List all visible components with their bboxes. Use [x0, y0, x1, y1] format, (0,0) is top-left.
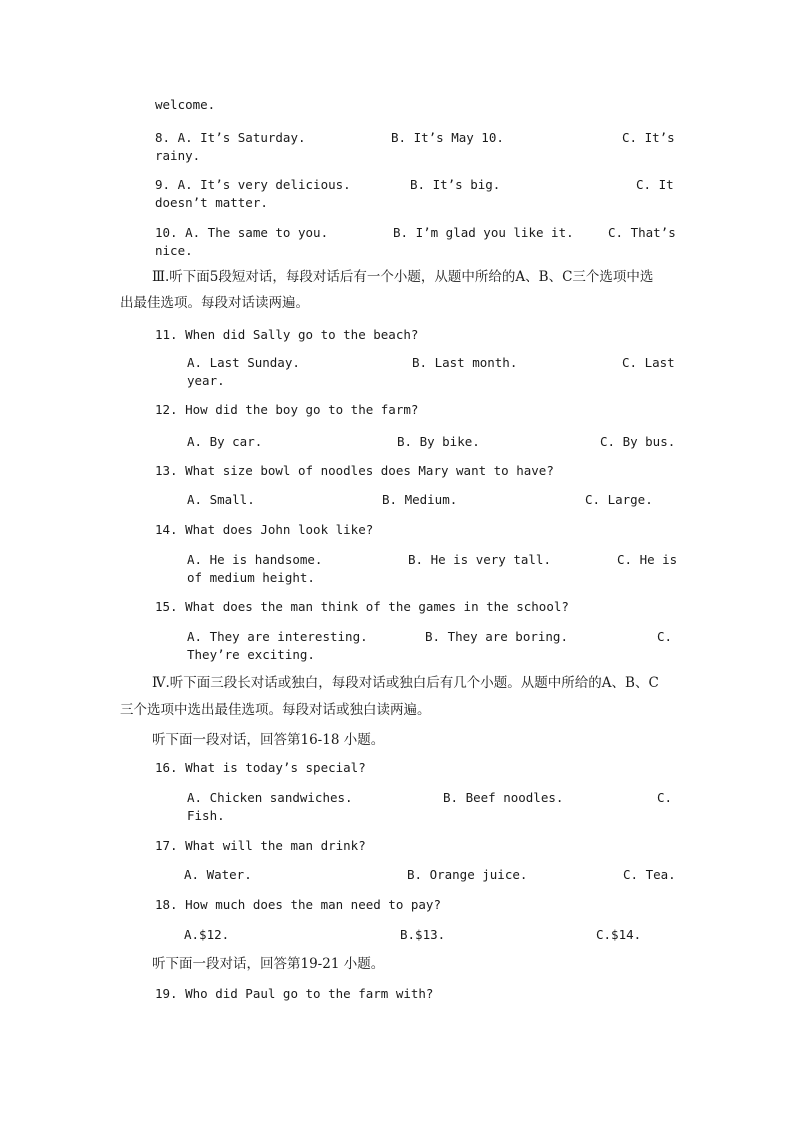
- q14-option-c-cont: of medium height.: [187, 570, 315, 585]
- q16-option-c: C.: [657, 790, 673, 805]
- q9-option-c: C. It: [636, 177, 674, 192]
- section-3-instruction-cont: 出最佳选项。每段对话读两遍。: [120, 295, 309, 311]
- q12-question: 12. How did the boy go to the farm?: [155, 402, 419, 417]
- q15-option-a: A. They are interesting.: [187, 629, 368, 644]
- q8-option-a: 8. A. It’s Saturday.: [155, 130, 306, 145]
- q16-question: 16. What is today’s special?: [155, 760, 366, 775]
- q15-option-c: C.: [657, 629, 673, 644]
- q8-option-c-cont: rainy.: [155, 148, 201, 163]
- q10-option-a: 10. A. The same to you.: [155, 225, 329, 240]
- q11-option-b: B. Last month.: [412, 355, 518, 370]
- q10-option-c: C. That’s: [608, 225, 676, 240]
- q11-option-a: A. Last Sunday.: [187, 355, 300, 370]
- q12-option-c: C. By bus.: [600, 434, 676, 449]
- q15-option-c-cont: They’re exciting.: [187, 647, 315, 662]
- q14-option-b: B. He is very tall.: [408, 552, 551, 567]
- q12-option-a: A. By car.: [187, 434, 263, 449]
- q16-option-a: A. Chicken sandwiches.: [187, 790, 353, 805]
- q18-option-a: A.$12.: [184, 927, 230, 942]
- q13-option-a: A. Small.: [187, 492, 255, 507]
- dialogue-1-intro: 听下面一段对话，回答第16-18 小题。: [152, 732, 385, 748]
- q16-option-b: B. Beef noodles.: [443, 790, 564, 805]
- q9-option-a: 9. A. It’s very delicious.: [155, 177, 351, 192]
- q14-question: 14. What does John look like?: [155, 522, 374, 537]
- section-4-instruction: Ⅳ.听下面三段长对话或独白，每段对话或独白后有几个小题。从题中所给的A、B、C: [152, 675, 659, 691]
- q9-option-c-cont: doesn’t matter.: [155, 195, 268, 210]
- q11-question: 11. When did Sally go to the beach?: [155, 327, 419, 342]
- q8-option-b: B. It’s May 10.: [391, 130, 504, 145]
- q14-option-a: A. He is handsome.: [187, 552, 323, 567]
- q16-option-c-cont: Fish.: [187, 808, 225, 823]
- q10-option-b: B. I’m glad you like it.: [393, 225, 574, 240]
- q17-question: 17. What will the man drink?: [155, 838, 366, 853]
- q15-option-b: B. They are boring.: [425, 629, 568, 644]
- q17-option-a: A. Water.: [184, 867, 252, 882]
- q18-question: 18. How much does the man need to pay?: [155, 897, 441, 912]
- q10-option-c-cont: nice.: [155, 243, 193, 258]
- section-3-instruction: Ⅲ.听下面5段短对话，每段对话后有一个小题，从题中所给的A、B、C三个选项中选: [152, 269, 654, 285]
- q9-option-b: B. It’s big.: [410, 177, 501, 192]
- q13-option-c: C. Large.: [585, 492, 653, 507]
- q14-option-c: C. He is: [617, 552, 678, 567]
- q12-option-b: B. By bike.: [397, 434, 480, 449]
- q18-option-c: C.$14.: [596, 927, 642, 942]
- q11-option-c: C. Last: [622, 355, 675, 370]
- q18-option-b: B.$13.: [400, 927, 446, 942]
- q19-question: 19. Who did Paul go to the farm with?: [155, 986, 434, 1001]
- q17-option-c: C. Tea.: [623, 867, 676, 882]
- dialogue-2-intro: 听下面一段对话，回答第19-21 小题。: [152, 956, 385, 972]
- q15-question: 15. What does the man think of the games in the school?: [155, 599, 569, 614]
- q13-question: 13. What size bowl of noodles does Mary want to have?: [155, 463, 554, 478]
- section-4-instruction-cont: 三个选项中选出最佳选项。每段对话或独白读两遍。: [120, 702, 431, 718]
- text-line: welcome.: [155, 97, 216, 112]
- q11-option-c-cont: year.: [187, 373, 225, 388]
- q17-option-b: B. Orange juice.: [407, 867, 528, 882]
- q13-option-b: B. Medium.: [382, 492, 458, 507]
- q8-option-c: C. It’s: [622, 130, 675, 145]
